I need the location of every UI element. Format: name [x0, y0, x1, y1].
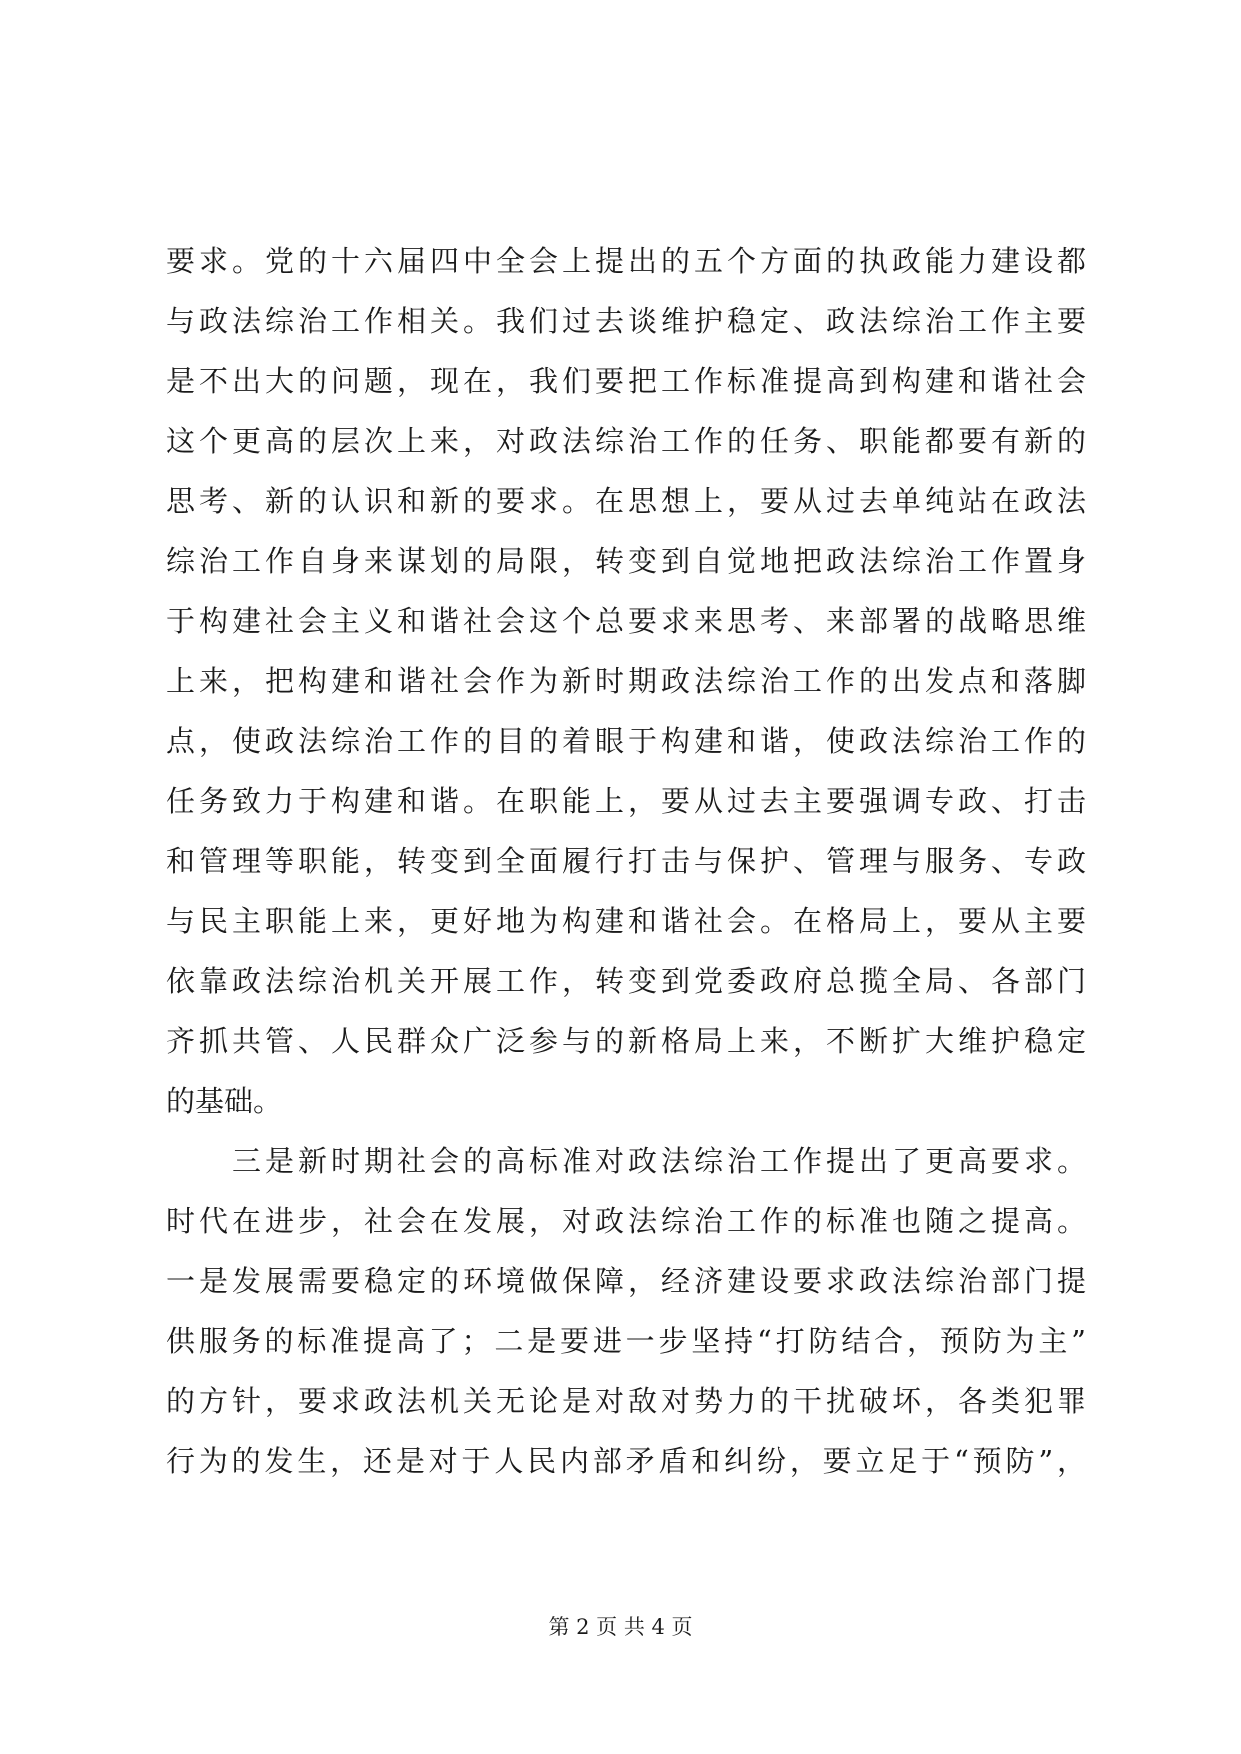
text-line: 供服务的标准提高了；二是要进一步坚持“打防结合，预防为主” [166, 1324, 1086, 1358]
text-line: 一是发展需要稳定的环境做保障，经济建设要求政法综治部门提 [166, 1264, 1086, 1298]
paragraph [166, 1131, 1086, 1491]
text-line: 是不出大的问题，现在，我们要把工作标准提高到构建和谐社会 [166, 364, 1086, 398]
text-line: 任务致力于构建和谐。在职能上，要从过去主要强调专政、打击 [166, 784, 1086, 818]
text-line: 行为的发生，还是对于人民内部矛盾和纠纷，要立足于“预防”， [166, 1444, 1086, 1478]
text-line: 点，使政法综治工作的目的着眼于构建和谐，使政法综治工作的 [166, 724, 1086, 758]
text-line: 时代在进步，社会在发展，对政法综治工作的标准也随之提高。 [166, 1204, 1086, 1238]
text-line: 三是新时期社会的高标准对政法综治工作提出了更高要求。 [232, 1144, 1086, 1178]
text-line: 的方针，要求政法机关无论是对敌对势力的干扰破坏，各类犯罪 [166, 1384, 1086, 1418]
text-line: 上来，把构建和谐社会作为新时期政法综治工作的出发点和落脚 [166, 664, 1086, 698]
text-line: 与政法综治工作相关。我们过去谈维护稳定、政法综治工作主要 [166, 304, 1086, 338]
text-line: 思考、新的认识和新的要求。在思想上，要从过去单纯站在政法 [166, 484, 1086, 518]
text-line: 与民主职能上来，更好地为构建和谐社会。在格局上，要从主要 [166, 904, 1086, 938]
text-line: 和管理等职能，转变到全面履行打击与保护、管理与服务、专政 [166, 844, 1086, 878]
text-line: 要求。党的十六届四中全会上提出的五个方面的执政能力建设都 [166, 244, 1086, 278]
text-line: 于构建社会主义和谐社会这个总要求来思考、来部署的战略思维 [166, 604, 1086, 638]
text-line: 齐抓共管、人民群众广泛参与的新格局上来，不断扩大维护稳定 [166, 1024, 1086, 1058]
page-number-footer: 第 2 页 共 4 页 [548, 1615, 693, 1639]
body-text [166, 231, 1086, 1491]
text-line: 依靠政法综治机关开展工作，转变到党委政府总揽全局、各部门 [166, 964, 1086, 998]
text-line: 这个更高的层次上来，对政法综治工作的任务、职能都要有新的 [166, 424, 1086, 458]
paragraph [166, 231, 1086, 1131]
text-line: 的基础。 [166, 1084, 283, 1118]
text-line: 综治工作自身来谋划的局限，转变到自觉地把政法综治工作置身 [166, 544, 1086, 578]
